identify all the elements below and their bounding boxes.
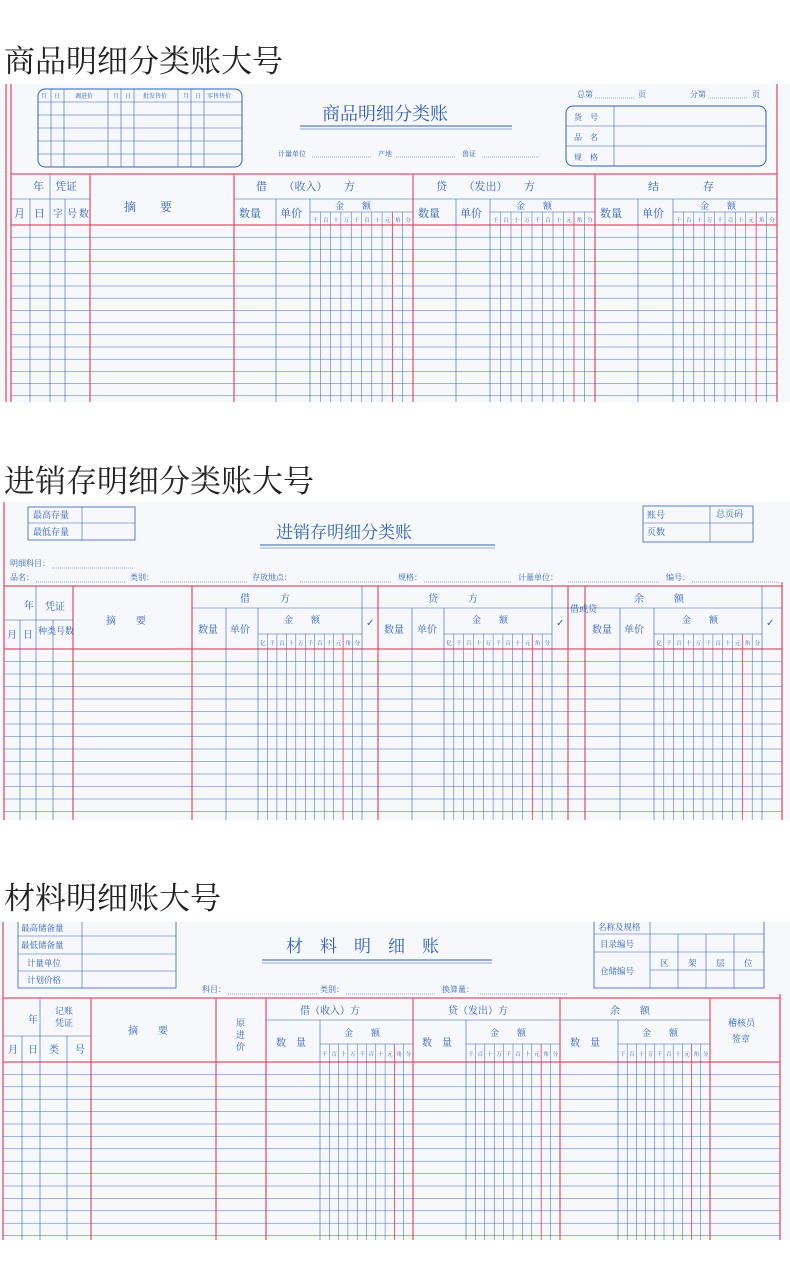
svg-text:架: 架 <box>688 959 697 969</box>
digit-label: 百 <box>316 641 323 647</box>
svg-text:数量: 数量 <box>384 625 404 636</box>
digit-label: 百 <box>505 641 511 647</box>
digit-label: 亿 <box>260 641 266 647</box>
svg-text:调进价: 调进价 <box>75 93 94 100</box>
svg-text:产地: 产地 <box>378 150 392 158</box>
digit-label: 千 <box>705 641 712 647</box>
digit-label: 角 <box>345 641 351 647</box>
svg-text:单价: 单价 <box>417 625 437 636</box>
svg-text:计划价格: 计划价格 <box>27 976 62 986</box>
svg-text:余 额: 余 额 <box>610 1006 650 1017</box>
svg-text:月: 月 <box>113 93 120 100</box>
svg-text:页: 页 <box>638 90 646 99</box>
svg-text:金 额: 金 额 <box>490 1029 527 1039</box>
digit-label: 千 <box>492 218 499 224</box>
svg-text:数 量: 数 量 <box>276 1038 306 1049</box>
svg-text:规格：: 规格： <box>398 573 422 582</box>
digit-label: 百 <box>727 218 734 224</box>
digit-label: 万 <box>343 218 350 224</box>
svg-text:最高存量: 最高存量 <box>33 511 70 521</box>
svg-text:金 额: 金 额 <box>700 202 737 212</box>
svg-text:换算量：: 换算量： <box>442 985 474 994</box>
digit-label: 十 <box>725 641 731 647</box>
digit-label: 百 <box>666 1052 672 1058</box>
svg-text:仓储编号: 仓储编号 <box>600 967 635 977</box>
digit-label: 十 <box>475 641 482 647</box>
svg-text:单价: 单价 <box>230 625 250 636</box>
digit-label: 十 <box>675 1052 681 1058</box>
svg-text:存放地点：: 存放地点： <box>252 573 292 582</box>
form3-title: 材 料 明 细 账 <box>286 937 439 957</box>
svg-text:账号: 账号 <box>647 511 666 521</box>
svg-text:金 额: 金 额 <box>516 202 553 212</box>
svg-text:数 量: 数 量 <box>570 1038 600 1049</box>
svg-text:稽核员: 稽核员 <box>728 1019 756 1029</box>
svg-text:✓: ✓ <box>366 618 375 629</box>
svg-text:号数: 号数 <box>56 627 75 637</box>
svg-text:金 额: 金 额 <box>472 616 509 626</box>
svg-text:凭证: 凭证 <box>55 180 77 193</box>
svg-text:摘 要: 摘 要 <box>124 200 173 214</box>
digit-label: 分 <box>587 218 593 224</box>
digit-label: 元 <box>734 641 741 647</box>
svg-text:类: 类 <box>49 1045 59 1056</box>
svg-text:科目：: 科目： <box>202 985 226 994</box>
svg-text:摘 要: 摘 要 <box>106 616 146 627</box>
svg-text:摘 要: 摘 要 <box>128 1026 168 1037</box>
svg-text:价: 价 <box>236 1043 246 1053</box>
digit-label: 百 <box>331 1052 337 1058</box>
heading-3: 材料明细账大号 <box>4 881 221 917</box>
voucher-2: 凭证 <box>55 1019 74 1029</box>
digit-label: 百 <box>477 1052 484 1058</box>
svg-text:✓: ✓ <box>766 618 775 629</box>
digit-label: 角 <box>543 1052 549 1058</box>
svg-text:兽证: 兽证 <box>462 150 476 158</box>
digit-label: 十 <box>340 1052 347 1058</box>
digit-label: 角 <box>693 1052 700 1058</box>
svg-text:页: 页 <box>752 90 760 99</box>
digit-label: 亿 <box>446 641 452 647</box>
svg-text:计量单位：: 计量单位： <box>518 573 558 582</box>
digit-label: 万 <box>496 1052 502 1058</box>
digit-label: 角 <box>758 218 765 224</box>
digit-label: 千 <box>620 1052 626 1058</box>
digit-label: 千 <box>307 641 314 647</box>
svg-text:数量: 数量 <box>239 207 261 220</box>
svg-text:号: 号 <box>67 209 77 220</box>
svg-text:数量: 数量 <box>600 207 622 220</box>
svg-text:月: 月 <box>8 1045 18 1056</box>
svg-text:日: 日 <box>34 207 45 220</box>
svg-text:借 方: 借 方 <box>240 594 290 605</box>
digit-label: 万 <box>524 218 530 224</box>
digit-label: 分 <box>769 218 775 224</box>
svg-text:借（收入）方: 借（收入）方 <box>300 1006 360 1017</box>
digit-label: 角 <box>534 641 541 647</box>
svg-text:日: 日 <box>23 630 33 641</box>
svg-text:金 额: 金 额 <box>642 1029 679 1039</box>
digit-label: 万 <box>647 1052 654 1058</box>
svg-text:最高储备量: 最高储备量 <box>21 924 64 934</box>
digit-label: 千 <box>359 1052 365 1058</box>
digit-label: 千 <box>269 641 276 647</box>
svg-text:贷 方: 贷 方 <box>428 594 478 605</box>
digit-label: 万 <box>706 218 713 224</box>
digit-label: 千 <box>312 218 319 224</box>
digit-label: 元 <box>748 218 755 224</box>
digit-label: 千 <box>468 1052 474 1058</box>
svg-text:编号：: 编号： <box>666 573 690 582</box>
svg-text:贷（发出）方: 贷（发出）方 <box>448 1006 508 1017</box>
svg-text:日: 日 <box>195 93 202 100</box>
svg-text:金 额: 金 额 <box>284 616 321 626</box>
svg-text:年: 年 <box>33 180 44 193</box>
svg-text:✓: ✓ <box>556 618 565 629</box>
digit-label: 亿 <box>656 641 662 647</box>
digit-label: 千 <box>656 1052 663 1058</box>
svg-text:凭证: 凭证 <box>45 602 65 613</box>
digit-label: 分 <box>552 1052 559 1058</box>
digit-label: 角 <box>396 1052 403 1058</box>
digit-label: 十 <box>288 641 295 647</box>
digit-label: 百 <box>368 1052 375 1058</box>
svg-text:字: 字 <box>53 209 63 220</box>
svg-text:单价: 单价 <box>280 207 302 220</box>
svg-text:日: 日 <box>54 93 61 100</box>
digit-label: 万 <box>485 641 492 647</box>
svg-text:日: 日 <box>125 93 132 100</box>
svg-text:签章: 签章 <box>732 1035 751 1045</box>
heading-2: 进销存明细分类账大号 <box>4 464 314 500</box>
digit-label: 十 <box>555 218 562 224</box>
svg-text:结 存: 结 存 <box>648 180 714 193</box>
ledger-form-material <box>0 922 790 1240</box>
digit-label: 千 <box>456 641 462 647</box>
digit-label: 十 <box>738 218 744 224</box>
svg-text:借或贷: 借或贷 <box>570 605 598 615</box>
svg-text:余 额: 余 额 <box>634 594 684 605</box>
svg-text:年: 年 <box>24 601 34 612</box>
digit-label: 千 <box>666 641 672 647</box>
digit-label: 百 <box>545 218 551 224</box>
digit-label: 元 <box>566 218 572 224</box>
digit-label: 分 <box>405 218 411 224</box>
svg-text:名称及规格: 名称及规格 <box>598 923 641 933</box>
svg-text:区: 区 <box>660 959 669 969</box>
svg-text:月: 月 <box>7 630 17 641</box>
svg-text:数: 数 <box>79 209 89 220</box>
svg-text:数 量: 数 量 <box>422 1038 452 1049</box>
digit-label: 千 <box>495 641 502 647</box>
svg-text:层: 层 <box>716 959 725 969</box>
svg-text:单价: 单价 <box>460 207 482 220</box>
svg-text:数量: 数量 <box>418 207 440 220</box>
digit-label: 万 <box>298 641 304 647</box>
svg-text:金 额: 金 额 <box>682 616 719 626</box>
digit-label: 百 <box>515 1052 521 1058</box>
svg-text:计量单位: 计量单位 <box>27 959 62 969</box>
svg-text:贷 （发出） 方: 贷 （发出） 方 <box>436 180 535 193</box>
digit-label: 分 <box>702 1052 709 1058</box>
svg-text:总页码: 总页码 <box>716 510 744 520</box>
svg-text:计量单位: 计量单位 <box>278 150 306 158</box>
svg-text:金 额: 金 额 <box>335 202 372 212</box>
svg-text:分第: 分第 <box>690 90 706 99</box>
svg-text:种类: 种类 <box>38 627 57 637</box>
digit-label: 十 <box>513 218 520 224</box>
digit-label: 分 <box>544 641 551 647</box>
svg-text:品名：: 品名： <box>10 573 34 582</box>
digit-label: 分 <box>354 641 361 647</box>
digit-label: 元 <box>524 641 531 647</box>
digit-label: 角 <box>576 218 583 224</box>
digit-label: 千 <box>534 218 541 224</box>
digit-label: 千 <box>675 218 682 224</box>
digit-label: 元 <box>534 1052 540 1058</box>
digit-label: 百 <box>715 641 721 647</box>
svg-text:进: 进 <box>236 1031 246 1041</box>
digit-label: 十 <box>524 1052 531 1058</box>
digit-label: 万 <box>695 641 702 647</box>
form1-title: 商品明细分类账 <box>322 104 448 125</box>
digit-label: 万 <box>350 1052 356 1058</box>
digit-label: 千 <box>353 218 360 224</box>
digit-label: 十 <box>685 641 692 647</box>
digit-label: 十 <box>638 1052 645 1058</box>
digit-label: 十 <box>487 1052 493 1058</box>
svg-text:月: 月 <box>183 93 190 100</box>
digit-label: 元 <box>387 1052 393 1058</box>
svg-text:日: 日 <box>28 1045 38 1056</box>
digit-label: 元 <box>384 218 391 224</box>
svg-text:类别：: 类别： <box>130 573 154 582</box>
digit-label: 十 <box>696 218 703 224</box>
svg-text:批发售价: 批发售价 <box>143 93 168 100</box>
digit-label: 千 <box>322 1052 328 1058</box>
digit-label: 百 <box>686 218 692 224</box>
topleft-labels <box>41 92 231 100</box>
digit-label: 元 <box>684 1052 691 1058</box>
form1-digit-cols <box>313 212 776 402</box>
form2-title: 进销存明细分类账 <box>276 523 412 543</box>
svg-text:数量: 数量 <box>198 625 218 636</box>
digit-label: 百 <box>322 218 329 224</box>
digit-label: 角 <box>395 218 401 224</box>
svg-text:规 格: 规 格 <box>574 153 598 162</box>
svg-text:货 号: 货 号 <box>574 113 598 122</box>
svg-text:目录编号: 目录编号 <box>600 940 635 950</box>
ledger-form-inventory <box>0 502 790 820</box>
svg-text:零售售价: 零售售价 <box>207 93 232 100</box>
svg-text:原: 原 <box>236 1019 246 1029</box>
ledger-form-goods <box>0 84 790 402</box>
svg-text:借 （收入） 方: 借 （收入） 方 <box>256 180 355 193</box>
digit-label: 元 <box>335 641 342 647</box>
svg-text:单价: 单价 <box>624 625 644 636</box>
svg-text:月: 月 <box>14 207 25 220</box>
digit-label: 百 <box>364 218 370 224</box>
digit-label: 十 <box>326 641 332 647</box>
svg-text:总第: 总第 <box>577 90 593 99</box>
svg-text:类别：: 类别： <box>320 985 344 994</box>
digit-label: 十 <box>515 641 521 647</box>
digit-label: 百 <box>629 1052 635 1058</box>
form2-digit-cols <box>260 634 760 820</box>
svg-text:金 额: 金 额 <box>344 1029 381 1039</box>
svg-text:最低存量: 最低存量 <box>33 528 70 538</box>
svg-text:数量: 数量 <box>592 625 612 636</box>
svg-text:位: 位 <box>744 959 753 969</box>
digit-label: 百 <box>279 641 285 647</box>
digit-label: 千 <box>505 1052 512 1058</box>
svg-text:单价: 单价 <box>642 207 664 220</box>
digit-label: 百 <box>676 641 682 647</box>
tl-month: 月 <box>41 93 48 100</box>
svg-text:页数: 页数 <box>647 528 666 538</box>
digit-label: 十 <box>333 218 339 224</box>
svg-text:年: 年 <box>28 1015 38 1026</box>
svg-text:品 名: 品 名 <box>574 133 598 142</box>
heading-1: 商品明细分类账大号 <box>4 44 283 80</box>
digit-label: 角 <box>744 641 751 647</box>
digit-label: 十 <box>377 1052 384 1058</box>
digit-label: 千 <box>717 218 723 224</box>
svg-text:明细科目：: 明细科目： <box>10 559 50 568</box>
svg-text:最低储备量: 最低储备量 <box>21 941 64 951</box>
digit-label: 十 <box>374 218 380 224</box>
digit-label: 分 <box>405 1052 412 1058</box>
digit-label: 分 <box>754 641 761 647</box>
digit-label: 百 <box>466 641 472 647</box>
svg-text:号: 号 <box>75 1045 85 1056</box>
digit-label: 百 <box>503 218 509 224</box>
voucher-1: 记账 <box>55 1007 74 1017</box>
